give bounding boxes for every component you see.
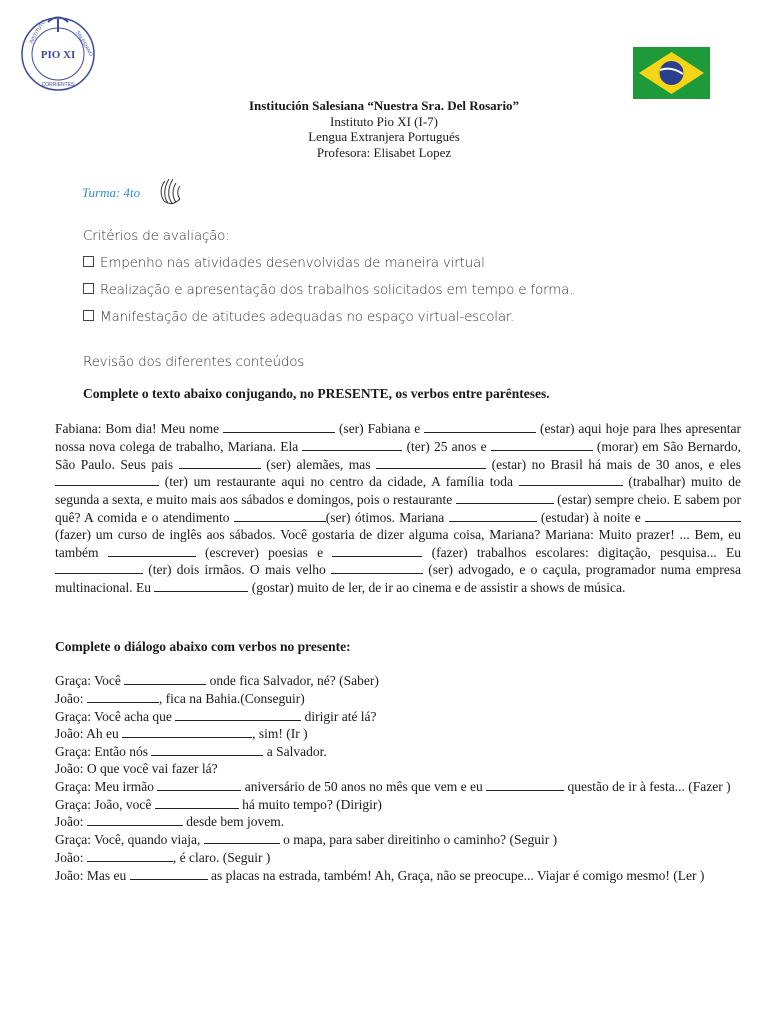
blank-field[interactable] xyxy=(519,473,623,486)
text-segment: (gostar) muito de ler, de ir ao cinema e de assistir a shows de música. xyxy=(248,580,626,596)
brazil-flag-icon xyxy=(633,47,710,99)
exercise2-dialogue xyxy=(55,672,741,885)
dialogue-text: as placas na estrada, também! Ah, Graça, não se preocupe... Viajar é comigo mesmo! (Ler ) xyxy=(207,867,705,883)
dialogue-text: há muito tempo? (Dirigir) xyxy=(238,796,382,812)
dialogue-line xyxy=(55,778,741,796)
dialogue-line xyxy=(55,708,741,726)
teacher-name: Profesora: Elisabet Lopez xyxy=(316,144,452,160)
blank-field[interactable] xyxy=(331,561,423,574)
dialogue-text: a Salvador. xyxy=(263,744,327,760)
blank-field[interactable] xyxy=(376,456,486,469)
text-segment: (ter) dois irmãos. O mais velho xyxy=(143,562,331,578)
blank-field[interactable] xyxy=(55,561,143,574)
blank-field[interactable] xyxy=(87,849,173,862)
class-label xyxy=(82,185,140,201)
blank-field[interactable] xyxy=(456,491,554,504)
blank-field[interactable] xyxy=(155,796,239,809)
text-segment: (morar) em São Bernardo, São Paulo. Seus pais xyxy=(55,438,742,472)
blank-field[interactable] xyxy=(87,690,159,703)
dialogue-line xyxy=(55,831,741,849)
dialogue-line xyxy=(55,725,741,743)
text-segment: (fazer) trabalhos escolares: digitação, pesquisa... Eu xyxy=(422,544,741,560)
svg-text:PIO XI: PIO XI xyxy=(40,49,76,61)
school-logo xyxy=(18,14,98,94)
svg-text:CORRIENTES: CORRIENTES xyxy=(41,82,75,88)
exercise1-instruction: Complete o texto abaixo conjugando, no PRESENTE, os verbos entre parênteses. xyxy=(83,386,550,401)
dialogue-line xyxy=(55,849,741,867)
checkbox-icon xyxy=(83,283,94,294)
dialogue-text: Graça: Você acha que xyxy=(55,708,176,724)
dialogue-text: João: xyxy=(55,814,87,830)
criteria-title: Critérios de avaliação: xyxy=(83,228,230,244)
blank-field[interactable] xyxy=(234,509,326,522)
blank-field[interactable] xyxy=(204,831,280,844)
checkbox-icon xyxy=(83,310,94,321)
dialogue-text: João: Mas eu xyxy=(55,867,130,883)
text-segment: (ter) 25 anos e xyxy=(402,438,491,454)
criteria-item: Realização e apresentação dos trabalhos solicitados em tempo e forma. xyxy=(83,282,573,298)
text-segment: (ser) alemães, mas xyxy=(260,456,377,472)
dialogue-text: , fica na Bahia.(Conseguir) xyxy=(158,690,305,706)
dialogue-line xyxy=(55,690,741,708)
blank-field[interactable] xyxy=(157,778,241,791)
blank-field[interactable] xyxy=(424,420,536,433)
blank-field[interactable] xyxy=(486,778,564,791)
class-label-text: Turma: 4to xyxy=(82,185,141,200)
dialogue-text: Graça: Você xyxy=(55,673,125,688)
criteria-item: Manifestação de atitudes adequadas no espaço virtual-escolar. xyxy=(83,309,514,325)
institute-name: Instituto Pio XI (I-7) xyxy=(330,113,438,129)
svg-text:INSTITUTO: INSTITUTO xyxy=(28,19,47,45)
dialogue-line xyxy=(55,743,741,761)
blank-field[interactable] xyxy=(130,867,208,880)
dialogue-text: onde fica Salvador, né? (Saber) xyxy=(206,673,379,688)
dialogue-text: Graça: Meu irmão xyxy=(55,778,158,794)
hand-wave-icon xyxy=(156,175,188,207)
blank-field[interactable] xyxy=(108,544,196,557)
dialogue-text: João: Ah eu xyxy=(55,726,123,742)
blank-field[interactable] xyxy=(223,420,335,433)
text-segment: (escrever) poesias e xyxy=(195,544,333,560)
document-header xyxy=(0,98,768,160)
dialogue-line xyxy=(55,867,741,885)
blank-field[interactable] xyxy=(151,743,263,756)
dialogue-text: Graça: Você, quando viaja, xyxy=(55,832,204,848)
text-segment: (estudar) à noite e xyxy=(536,509,646,525)
text-segment: (ser) ótimos. Mariana xyxy=(325,509,449,525)
blank-field[interactable] xyxy=(87,813,183,826)
dialogue-text: desde bem jovem. xyxy=(182,814,285,830)
text-segment: (trabalhar) muito de segunda a sexta, e muito mais aos sábados e domingos, pois o restaurante xyxy=(55,474,741,508)
checkbox-icon xyxy=(83,256,94,267)
institution-name: Institución Salesiana “Nuestra Sra. Del Rosario” xyxy=(248,98,520,113)
blank-field[interactable] xyxy=(645,509,741,522)
exercise1-text xyxy=(55,420,741,597)
dialogue-line xyxy=(55,761,741,778)
blank-field[interactable] xyxy=(332,544,422,557)
dialogue-text: o mapa, para saber direitinho o caminho? (Seguir ) xyxy=(279,832,558,848)
text-segment: Fabiana: Bom dia! Meu nome xyxy=(55,421,224,436)
text-segment: (ter) um restaurante aqui no centro da cidade, A família toda xyxy=(159,474,519,490)
subject-name: Lengua Extranjera Portugués xyxy=(308,129,460,144)
blank-field[interactable] xyxy=(55,473,159,486)
text-segment: (ser) advogado, e o caçula, programador numa empresa multinacional. Eu xyxy=(55,562,742,596)
review-heading: Revisão dos diferentes conteúdos xyxy=(83,354,305,370)
dialogue-text: João: O que você vai fazer lá? xyxy=(55,760,218,776)
blank-field[interactable] xyxy=(175,708,301,721)
blank-field[interactable] xyxy=(179,456,261,469)
dialogue-text: aniversário de 50 anos no mês que vem e eu xyxy=(241,778,487,794)
text-segment: (estar) sempre cheio. E sabem por quê? A comida e o atendimento xyxy=(55,492,741,525)
text-segment: (estar) aqui hoje para lhes apresentar nossa nova colega de trabalho, Mariana. Ela xyxy=(55,421,742,454)
dialogue-text: dirigir até lá? xyxy=(301,708,377,724)
criteria-item: Empenho nas atividades desenvolvidas de maneira virtual xyxy=(83,255,485,271)
blank-field[interactable] xyxy=(124,672,206,685)
text-segment: (fazer) um curso de inglês aos sábados. Você gostaria de dizer alguma coisa, Mariana? Mariana: Muito prazer! ... Bem, eu também xyxy=(55,526,741,560)
blank-field[interactable] xyxy=(449,509,537,522)
dialogue-line xyxy=(55,813,741,831)
dialogue-text: questão de ir à festa... (Fazer ) xyxy=(564,778,731,794)
blank-field[interactable] xyxy=(302,438,402,451)
exercise2-instruction: Complete o diálogo abaixo com verbos no presente: xyxy=(55,639,351,654)
dialogue-text: João: xyxy=(55,690,87,706)
dialogue-line xyxy=(55,672,741,690)
blank-field[interactable] xyxy=(122,725,252,738)
blank-field[interactable] xyxy=(491,438,593,451)
dialogue-text: , é claro. (Seguir ) xyxy=(172,849,271,865)
blank-field[interactable] xyxy=(154,579,248,592)
dialogue-text: João: xyxy=(55,849,87,865)
dialogue-text: Graça: Então nós xyxy=(55,744,152,760)
dialogue-text: Graça: João, você xyxy=(55,796,155,812)
svg-text:SALESIANO: SALESIANO xyxy=(74,30,94,58)
dialogue-line xyxy=(55,796,741,814)
text-segment: (estar) no Brasil há mais de 30 anos, e eles xyxy=(486,456,742,472)
text-segment: (ser) Fabiana e xyxy=(335,421,425,436)
dialogue-text: , sim! (Ir ) xyxy=(252,726,308,742)
